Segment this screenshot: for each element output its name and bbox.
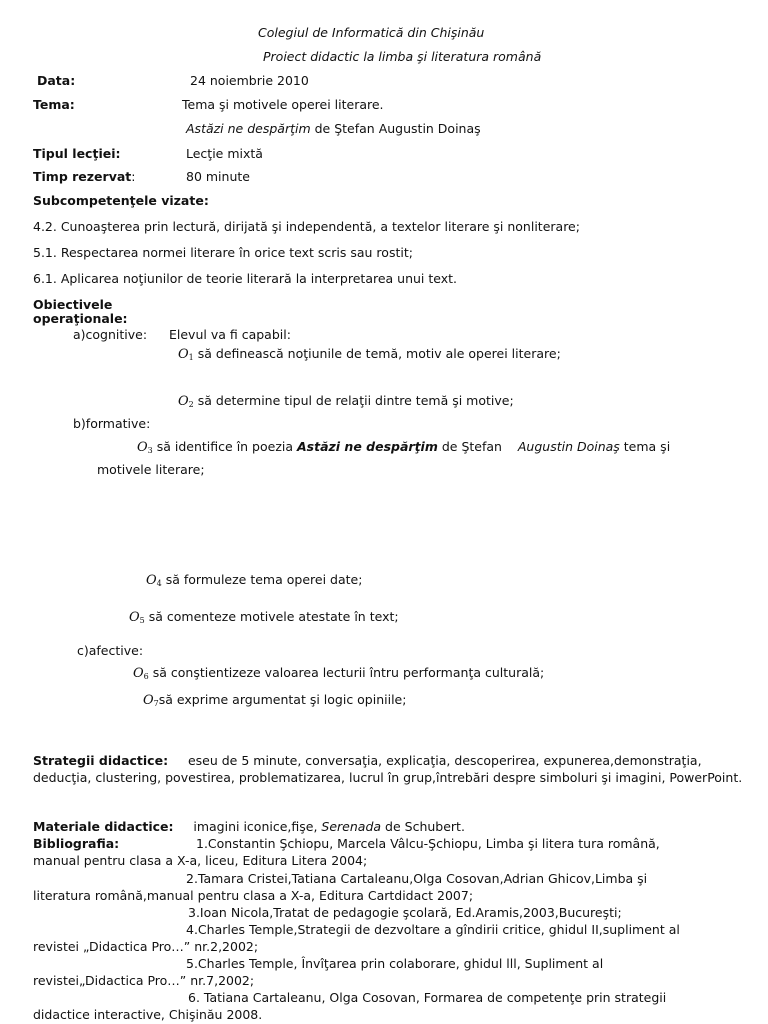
o3-author: Augustin Doinaş — [517, 439, 620, 454]
o3-text-post: tema şi — [619, 439, 671, 454]
topic-label: Tema: — [33, 97, 75, 112]
work-author: de Ştefan Augustin Doinaş — [310, 121, 481, 136]
bibliography-item-3-line1: 3.Ioan Nicola,Tratat de pedagogie şcolară, Ed.Aramis,2003,Bucureşti; — [188, 905, 622, 920]
o3-line-2: motivele literare; — [97, 462, 205, 477]
cognitive-label: a)cognitive: — [73, 327, 148, 342]
o1-text: să definească noţiunile de temă, motiv ale operei literare; — [193, 346, 561, 361]
date-value: 24 noiembrie 2010 — [190, 73, 309, 88]
time-row — [33, 169, 135, 185]
objectives-heading-1: Obiectivele — [33, 297, 113, 312]
strategies-block — [33, 752, 743, 786]
objective-o6 — [133, 665, 544, 685]
bibliography-item-5-line2: revistei„Didactica Pro…” nr.7,2002; — [33, 973, 255, 988]
time-colon: : — [131, 169, 136, 184]
o5-text: să comenteze motivele atestate în text; — [144, 609, 399, 624]
o4-text: să formuleze tema operei date; — [161, 572, 363, 587]
bibliography-item-1-line1: 1.Constantin Şchiopu, Marcela Vâlcu-Şchiopu, Limba şi litera tura română, — [196, 836, 660, 851]
time-label: Timp rezervat — [33, 169, 132, 184]
bibliography-item-4-line2: revistei „Didactica Pro…” nr.2,2002; — [33, 939, 259, 954]
cognitive-intro: Elevul va fi capabil: — [169, 327, 291, 342]
bibliography-item-6-line1: 6. Tatiana Cartaleanu, Olga Cosovan, Formarea de competenţe prin strategii — [188, 990, 667, 1005]
o3-symbol: $O_3$ — [137, 440, 153, 455]
materials-pre: imagini iconice,fişe, — [193, 819, 322, 834]
o7-text: să exprime argumentat şi logic opiniile; — [158, 692, 407, 707]
competence-item: 4.2. Cunoaşterea prin lectură, dirijată şi independentă, a textelor literare şi nonliterare; — [33, 219, 580, 234]
lesson-type-label: Tipul lecţiei: — [33, 146, 121, 161]
o1-symbol: $O_1$ — [178, 347, 194, 362]
competence-item: 6.1. Aplicarea noţiunilor de teorie literară la interpretarea unui text. — [33, 271, 458, 286]
affective-label: c)afective: — [77, 643, 144, 658]
bibliography-item-6-line2: didactice interactive, Chişinău 2008. — [33, 1007, 263, 1022]
topic-value: Tema şi motivele operei literare. — [182, 97, 384, 112]
formative-label: b)formative: — [73, 416, 151, 431]
o2-text: să determine tipul de relaţii dintre temă şi motive; — [193, 393, 514, 408]
o2-symbol: $O_2$ — [178, 394, 194, 409]
materials-row — [33, 819, 465, 835]
strategies-label: Strategii didactice: — [33, 753, 169, 768]
objectives-heading-2: operaţionale: — [33, 311, 128, 326]
bibliography-label: Bibliografia: — [33, 836, 120, 851]
o5-symbol: $O_5$ — [129, 610, 145, 625]
objective-o1 — [178, 346, 561, 366]
objective-o3 — [137, 439, 670, 459]
materials-work: Serenada — [321, 819, 382, 834]
date-label: Data: — [37, 73, 76, 88]
materials-post: de Schubert. — [381, 819, 465, 834]
materials-label: Materiale didactice: — [33, 819, 174, 834]
o6-text: să conştientizeze valoarea lecturii întru performanţa culturală; — [148, 665, 545, 680]
lesson-type-value: Lecţie mixtă — [186, 146, 263, 161]
objective-o4 — [146, 572, 362, 592]
project-title: Proiect didactic la limba şi literatura română — [263, 49, 542, 64]
competences-heading: Subcompetenţele vizate: — [33, 193, 209, 208]
strategies-text: esеu de 5 minute, conversaţia, explicaţia, descoperirea, expunerea,demonstraţia, deducţia, clustering, povestirea, problematizarea, lucrul în grup,întrebări despre simboluri şi imagini, PowerPoint. — [33, 753, 743, 785]
objective-o2 — [178, 393, 514, 413]
o3-text-mid: de Ştefan — [437, 439, 506, 454]
o4-symbol: $O_4$ — [146, 573, 162, 588]
o6-symbol: $O_6$ — [133, 666, 149, 681]
o3-work-title: Astăzi ne despărţim — [297, 439, 438, 454]
competence-item: 5.1. Respectarea normei literare în orice text scris sau rostit; — [33, 245, 413, 260]
work-title: Astăzi ne despărţim — [186, 121, 311, 136]
bibliography-item-4-line1: 4.Charles Temple,Strategii de dezvoltare a gîndirii critice, ghidul II,supliment al — [186, 922, 680, 937]
objective-o7 — [143, 692, 406, 712]
objective-o5 — [129, 609, 399, 629]
time-value: 80 minute — [186, 169, 250, 184]
bibliography-item-2-line2: literatura română,manual pentru clasa a X-a, Editura Cartdidact 2007; — [33, 888, 474, 903]
o3-text-pre: să identifice în poezia — [152, 439, 297, 454]
bibliography-item-5-line1: 5.Charles Temple, Învîţarea prin colaborare, ghidul lll, Supliment al — [186, 956, 604, 971]
bibliography-item-1-line2: manual pentru clasa a X-a, liceu, Editura Litera 2004; — [33, 853, 368, 868]
topic-work — [186, 121, 481, 137]
o7-symbol: $O_7$ — [143, 693, 159, 708]
school-name: Colegiul de Informatică din Chişinău — [258, 25, 485, 40]
bibliography-item-2-line1: 2.Tamara Cristei,Tatiana Cartaleanu,Olga Cosovan,Adrian Ghicov,Limba şi — [186, 871, 648, 886]
